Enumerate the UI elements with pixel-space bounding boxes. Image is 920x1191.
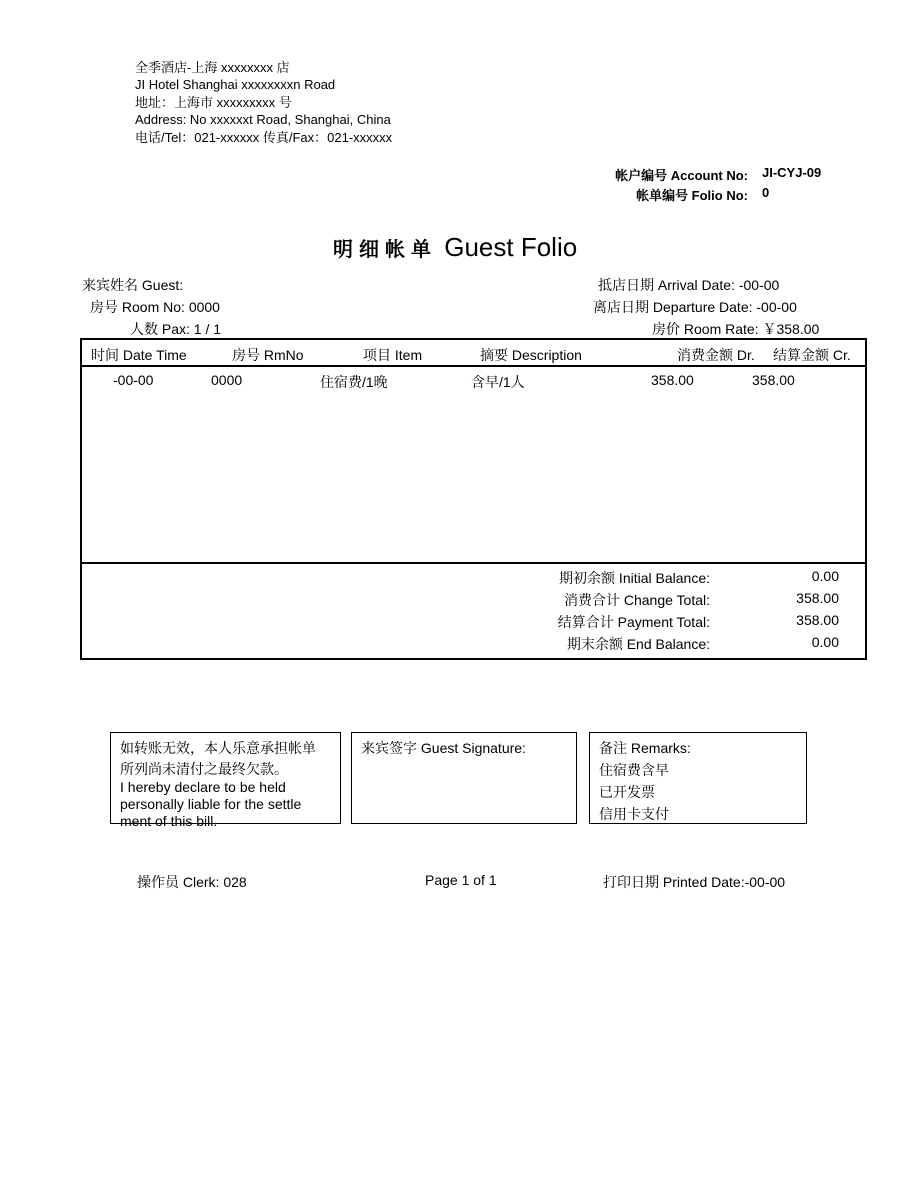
pax-label: 人数 Pax: xyxy=(130,321,190,337)
arrival-date xyxy=(598,275,779,295)
initial-balance-value: 0.00 xyxy=(811,568,839,584)
account-number-value: JI-CYJ-09 xyxy=(762,165,822,180)
remark-item: 住宿费含早 xyxy=(599,762,669,778)
printed-date xyxy=(603,872,785,892)
declaration-line2: 所列尚未清付之最终欠款。 xyxy=(120,761,288,777)
guest-name xyxy=(82,275,183,295)
header-description: 摘要 Description xyxy=(480,347,582,363)
row-item: 住宿费/1晚 xyxy=(320,374,388,390)
header-cr: 结算金额 Cr. xyxy=(773,347,851,363)
account-number-label: 帐户编号 Account No: xyxy=(615,168,748,183)
row-rmno: 0000 xyxy=(211,372,243,388)
row-description: 含早/1人 xyxy=(471,374,525,390)
room-number-value: 0000 xyxy=(188,299,220,315)
declaration-line1: 如转账无效，本人乐意承担帐单 xyxy=(120,740,316,756)
arrival-date-label: 抵店日期 Arrival Date: xyxy=(598,277,735,293)
guest-name-label: 来宾姓名 Guest: xyxy=(82,277,184,293)
room-rate-label: 房价 Room Rate: xyxy=(652,321,759,337)
header-dr: 消费金额 Dr. xyxy=(677,347,755,363)
arrival-date-value: -00-00 xyxy=(738,277,780,293)
end-balance-value: 0.00 xyxy=(811,634,839,650)
declaration-box xyxy=(110,732,341,829)
page-title xyxy=(333,232,577,263)
payment-total-value: 358.00 xyxy=(796,612,839,628)
change-total-value: 358.00 xyxy=(796,590,839,606)
header-rmno: 房号 RmNo xyxy=(232,347,304,363)
hotel-address-en: Address: No xxxxxxt Road, Shanghai, China xyxy=(135,112,391,127)
clerk xyxy=(137,872,247,892)
header-divider xyxy=(82,365,865,367)
departure-date-label: 离店日期 Departure Date: xyxy=(593,299,753,315)
room-rate xyxy=(652,319,819,339)
departure-date xyxy=(593,297,797,317)
title-en: Guest Folio xyxy=(444,232,578,262)
room-number-label: 房号 Room No: xyxy=(90,299,185,315)
room-rate-value: ￥358.00 xyxy=(762,321,820,337)
change-total-label: 消费合计 Change Total: xyxy=(563,592,710,608)
header-item: 项目 Item xyxy=(363,347,423,363)
row-datetime: -00-00 xyxy=(113,372,154,388)
guest-signature-box[interactable] xyxy=(351,732,577,824)
hotel-name-cn: 全季酒店-上海 xxxxxxxx 店 xyxy=(135,60,290,75)
pax-value: 1 / 1 xyxy=(193,321,222,337)
remark-item: 已开发票 xyxy=(599,784,655,800)
end-balance-label: 期末余额 End Balance: xyxy=(566,636,710,652)
remarks-label: 备注 Remarks: xyxy=(599,740,691,756)
guest-signature-label: 来宾签字 Guest Signature: xyxy=(361,740,526,756)
folio-number-label: 帐单编号 Folio No: xyxy=(636,188,748,203)
declaration-line3: I hereby declare to be held xyxy=(120,779,286,795)
pax xyxy=(130,319,221,339)
hotel-address-cn: 地址：上海市 xxxxxxxxx 号 xyxy=(135,95,292,110)
room-number xyxy=(90,297,220,317)
remarks-box xyxy=(589,732,807,824)
title-cn: 明细帐单 xyxy=(333,239,437,261)
totals-divider xyxy=(82,562,865,564)
hotel-name-en: JI Hotel Shanghai xxxxxxxxn Road xyxy=(135,77,336,92)
declaration-line4: personally liable for the settle xyxy=(120,796,302,812)
declaration-line5: ment of this bill. xyxy=(120,813,218,829)
clerk-label: 操作员 Clerk: xyxy=(137,874,220,890)
row-dr: 358.00 xyxy=(651,372,694,388)
clerk-value: 028 xyxy=(223,874,247,890)
page-number: Page 1 of 1 xyxy=(425,872,497,888)
folio-number-value: 0 xyxy=(762,185,770,200)
remark-item: 信用卡支付 xyxy=(599,806,669,822)
printed-date-label: 打印日期 Printed Date: xyxy=(603,874,745,890)
printed-date-value: -00-00 xyxy=(744,874,786,890)
header-datetime: 时间 Date Time xyxy=(91,347,187,363)
departure-date-value: -00-00 xyxy=(756,299,797,315)
initial-balance-label: 期初余额 Initial Balance: xyxy=(559,570,710,586)
payment-total-label: 结算合计 Payment Total: xyxy=(557,614,710,630)
row-cr: 358.00 xyxy=(752,372,795,388)
folio-detail-table xyxy=(80,338,867,660)
hotel-phone: 电话/Tel：021-xxxxxx 传真/Fax：021-xxxxxx xyxy=(135,130,393,145)
